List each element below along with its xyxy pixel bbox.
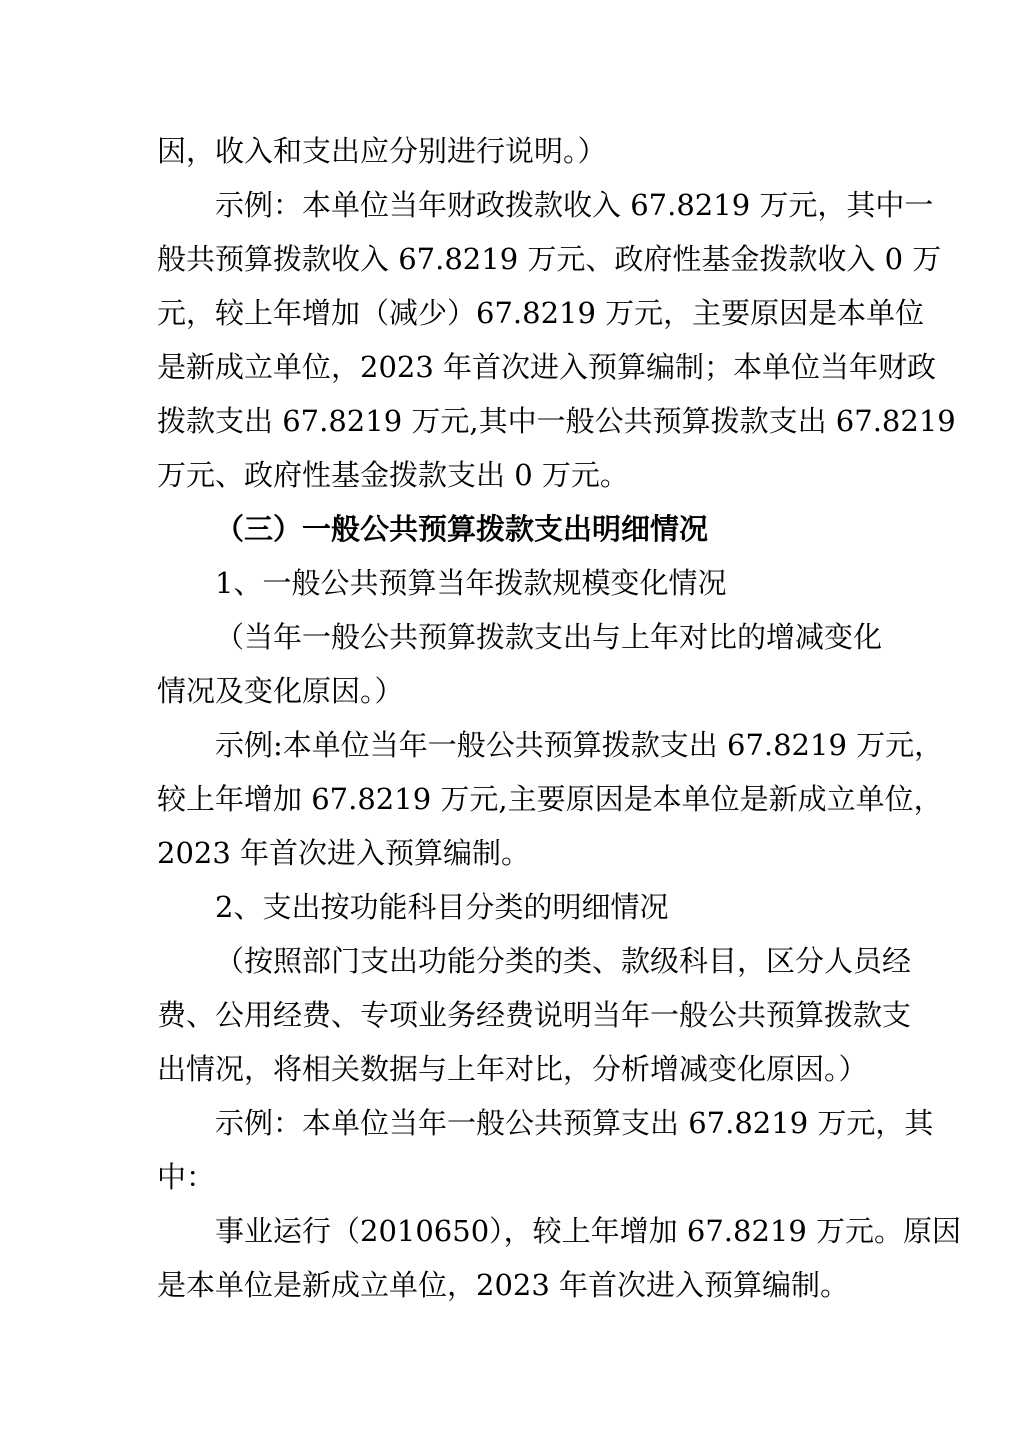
subsection-heading: 1、一般公共预算当年拨款规模变化情况: [215, 566, 727, 600]
paragraph-line: 出情况，将相关数据与上年对比，分析增减变化原因。）: [157, 1052, 868, 1086]
section-heading: （三）一般公共预算拨款支出明细情况: [215, 512, 709, 546]
subsection-heading: 2、支出按功能科目分类的明细情况: [215, 890, 669, 924]
paragraph-line: 示例:本单位当年一般公共预算拨款支出 67.8219 万元，: [215, 728, 944, 762]
paragraph-line: 因，收入和支出应分别进行说明。）: [157, 134, 607, 168]
paragraph-line: 万元、政府性基金拨款支出 0 万元。: [157, 458, 629, 492]
paragraph-line: 拨款支出 67.8219 万元,其中一般公共预算拨款支出 67.8219: [157, 404, 956, 438]
paragraph-line: 示例：本单位当年财政拨款收入 67.8219 万元，其中一: [215, 188, 934, 222]
paragraph-line: 较上年增加 67.8219 万元,主要原因是本单位是新成立单位，: [157, 782, 943, 816]
paragraph-line: 示例：本单位当年一般公共预算支出 67.8219 万元，其: [215, 1106, 934, 1140]
paragraph-line: 般共预算拨款收入 67.8219 万元、政府性基金拨款收入 0 万: [157, 242, 942, 276]
paragraph-line: （当年一般公共预算拨款支出与上年对比的增减变化: [215, 620, 883, 654]
paragraph-line: 中：: [157, 1160, 216, 1194]
paragraph-line: 2023 年首次进入预算编制。: [157, 836, 531, 870]
paragraph-line: 情况及变化原因。）: [157, 674, 404, 708]
paragraph-line: 事业运行（2010650），较上年增加 67.8219 万元。原因: [215, 1214, 962, 1248]
paragraph-line: 费、公用经费、专项业务经费说明当年一般公共预算拨款支: [157, 998, 912, 1032]
paragraph-line: 是本单位是新成立单位，2023 年首次进入预算编制。: [157, 1268, 850, 1302]
paragraph-line: 是新成立单位，2023 年首次进入预算编制；本单位当年财政: [157, 350, 937, 384]
paragraph-line: 元，较上年增加（减少）67.8219 万元，主要原因是本单位: [157, 296, 925, 330]
paragraph-line: （按照部门支出功能分类的类、款级科目，区分人员经: [215, 944, 912, 978]
